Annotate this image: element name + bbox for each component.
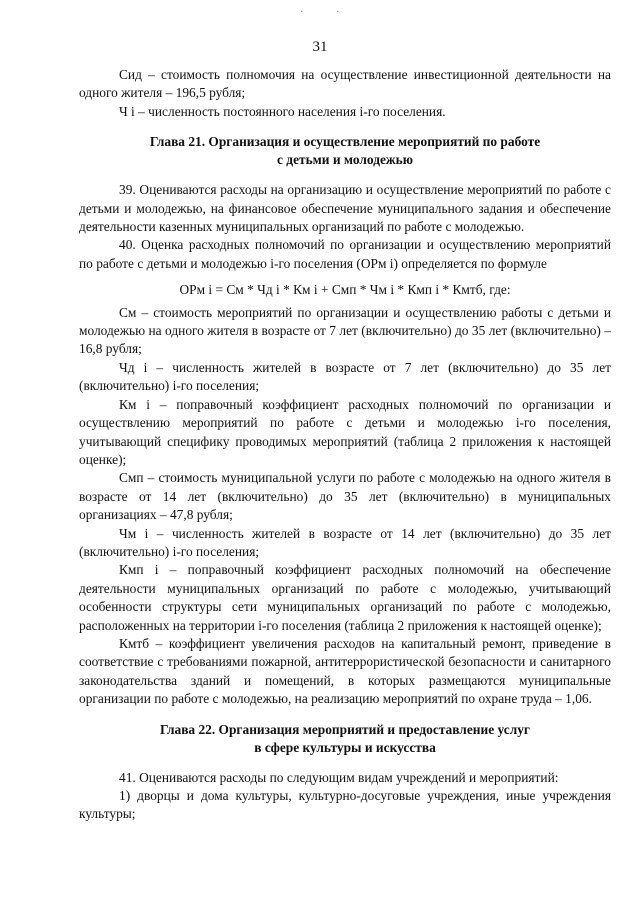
chapter-22-heading [79, 721, 611, 757]
definition: Смп – стоимость муниципальной услуги по работе с молодежью на одного жителя в возрасте от 14 лет (включительно) до 35 лет (включительно) в муниципальных организациях – 47,8 рубля; [79, 470, 611, 523]
definition: Кмтб – коэффициент увеличения расходов на капитальный ремонт, приведение в соответствие с требованиями пожарной, антитеррористической безопасности и санитарного законодательства зданий и помещений, в которых размещаются муниципальные организации по работе с молодежью, на реализацию мероприятий по охране труда – 1,06. [79, 635, 611, 707]
definition: Чд i – численность жителей в возрасте от 7 лет (включительно) до 35 лет (включительно) i-го поселения; [79, 359, 611, 394]
paragraph: Сид – стоимость полномочия на осуществление инвестиционной деятельности на одного жителя – 196,5 рубля; [79, 67, 611, 101]
formula: ОРм i = См * Чд i * Км i + Смп * Чм i * Кмп i * Кмтб, где: [179, 282, 511, 298]
chapter-21-heading [79, 133, 611, 169]
paragraph: 39. Оцениваются расходы на организацию и осуществление мероприятий по работе с детьми и молодежью, на финансовое обеспечение муниципального задания и обеспечение деятельности казенных муниципальных организаций по работе с молодежью. [79, 182, 611, 235]
paragraph: Ч i – численность постоянного населения i-го поселения. [119, 103, 446, 119]
definition: Чм i – численность жителей в возрасте от 14 лет (включительно) до 35 лет (включительно) i-го поселения; [79, 525, 611, 559]
page-body [79, 66, 611, 824]
definition: Км i – поправочный коэффициент расходных полномочий по организации и осуществлению мероприятий по работе с детьми и молодежью i-го поселения, учитывающий специфику проводимых мероприятий (таблица 2 приложения к настоящей оценке); [79, 396, 611, 467]
scan-speck: · [336, 7, 340, 18]
scan-speck: · [300, 7, 304, 18]
chapter-22-title-line2: в сфере культуры и искусства [254, 739, 436, 755]
chapter-21-title-line1: Глава 21. Организация и осуществление мероприятий по работе [149, 134, 541, 150]
definition: См – стоимость мероприятий по организации и осуществлению работы с детьми и молодежью на одного жителя в возрасте от 7 лет (включительно) до 35 лет (включительно) – 16,8 рубля; [79, 304, 611, 357]
page-number: 31 [312, 39, 328, 55]
definition: Кмп i – поправочный коэффициент расходных полномочий на обеспечение деятельности муниципальных организаций по работе с молодежью, учитывающий особенности структуры сети муниципальных организаций по работе с молодежью, расположенных на территории i-го поселения (таблица 2 приложения к настоящей оценке); [79, 562, 611, 633]
chapter-21-title-line2: с детьми и молодежью [277, 152, 413, 168]
chapter-22-title-line1: Глава 22. Организация мероприятий и предоставление услуг [159, 721, 531, 737]
paragraph: 40. Оценка расходных полномочий по организации и осуществлению мероприятий по работе с детьми и молодежью i-го поселения (ОРм i) определяется по формуле [79, 237, 611, 271]
paragraph: 41. Оцениваются расходы по следующим видам учреждений и мероприятий: [119, 769, 559, 785]
paragraph: 1) дворцы и дома культуры, культурно-досуговые учреждения, иные учреждения культуры; [79, 788, 611, 822]
